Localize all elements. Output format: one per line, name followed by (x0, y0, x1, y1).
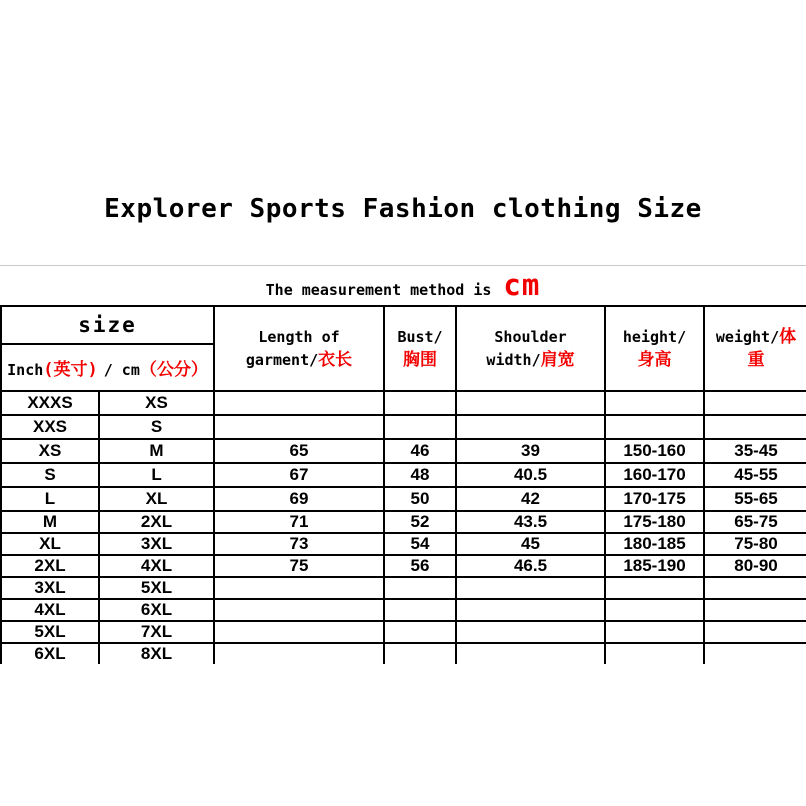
inch-size-cell: L (1, 487, 99, 511)
weight-cell (704, 415, 806, 439)
weight-cell (704, 599, 806, 621)
table-row (1, 555, 806, 577)
cm-size-cell: 2XL (99, 511, 214, 533)
cm-size-cell: 7XL (99, 621, 214, 643)
horizontal-divider (0, 265, 806, 266)
bust-cell: 52 (384, 511, 456, 533)
weight-cell (704, 577, 806, 599)
table-row (1, 487, 806, 511)
table-row (1, 577, 806, 599)
measurement-method-note (0, 268, 806, 302)
height-header-cell (605, 306, 704, 391)
height-cell (605, 621, 704, 643)
length-cell (214, 643, 384, 664)
inch-size-cell: 5XL (1, 621, 99, 643)
size-chart-table (0, 305, 806, 664)
bust-cell: 54 (384, 533, 456, 555)
shoulder-cell (456, 621, 605, 643)
weight-cell (704, 621, 806, 643)
bust-cell (384, 643, 456, 664)
length-header-cell (214, 306, 384, 391)
length-cell: 75 (214, 555, 384, 577)
cm-cn-label: （公分） (139, 360, 208, 380)
cm-size-cell: 8XL (99, 643, 214, 664)
shoulder-cell (456, 577, 605, 599)
shoulder-header-line1: Shoulder (494, 327, 567, 346)
bust-cell (384, 577, 456, 599)
inch-label: Inch (7, 361, 44, 379)
table-row (1, 415, 806, 439)
height-cell (605, 391, 704, 415)
cm-size-cell: M (99, 439, 214, 463)
bust-cell (384, 391, 456, 415)
shoulder-cell: 40.5 (456, 463, 605, 487)
table-row (1, 391, 806, 415)
bust-cell: 50 (384, 487, 456, 511)
weight-cell: 45-55 (704, 463, 806, 487)
inch-size-cell: XS (1, 439, 99, 463)
length-cell (214, 415, 384, 439)
weight-header-cell (704, 306, 806, 391)
size-header-cell (1, 306, 214, 344)
weight-cell (704, 391, 806, 415)
bust-cell (384, 599, 456, 621)
bust-header-cell (384, 306, 456, 391)
bust-cell: 56 (384, 555, 456, 577)
size-header-label: size (78, 313, 137, 337)
weight-cell: 55-65 (704, 487, 806, 511)
bust-cell (384, 621, 456, 643)
cm-size-cell: 4XL (99, 555, 214, 577)
table-row (1, 533, 806, 555)
inch-size-cell: 6XL (1, 643, 99, 664)
length-header-cn: 衣长 (318, 349, 353, 370)
length-cell: 65 (214, 439, 384, 463)
inch-size-cell: XXS (1, 415, 99, 439)
inch-size-cell: XXXS (1, 391, 99, 415)
table-row (1, 643, 806, 664)
weight-header-line1: weight/ (715, 327, 780, 346)
shoulder-cell (456, 599, 605, 621)
shoulder-cell: 46.5 (456, 555, 605, 577)
cm-size-cell: S (99, 415, 214, 439)
weight-header-cn1: 体 (779, 326, 797, 347)
inch-size-cell: S (1, 463, 99, 487)
length-cell (214, 621, 384, 643)
weight-cell: 80-90 (704, 555, 806, 577)
table-row (1, 511, 806, 533)
weight-cell: 35-45 (704, 439, 806, 463)
height-cell (605, 643, 704, 664)
inch-cm-header-cell (1, 344, 214, 391)
bust-cell: 46 (384, 439, 456, 463)
bust-header-line1: Bust/ (397, 327, 443, 346)
table-row (1, 599, 806, 621)
shoulder-cell (456, 415, 605, 439)
inch-size-cell: 2XL (1, 555, 99, 577)
bust-cell (384, 415, 456, 439)
height-cell: 160-170 (605, 463, 704, 487)
length-cell: 67 (214, 463, 384, 487)
cm-size-cell: XS (99, 391, 214, 415)
height-cell (605, 599, 704, 621)
length-header-line1: Length of (258, 327, 340, 346)
shoulder-cell: 45 (456, 533, 605, 555)
height-cell: 150-160 (605, 439, 704, 463)
shoulder-header-cn: 肩宽 (540, 349, 575, 370)
shoulder-cell: 42 (456, 487, 605, 511)
length-cell (214, 391, 384, 415)
cm-label: / cm (103, 361, 140, 379)
weight-header-cn2: 重 (747, 349, 765, 370)
inch-size-cell: 3XL (1, 577, 99, 599)
cm-size-cell: 3XL (99, 533, 214, 555)
weight-cell: 65-75 (704, 511, 806, 533)
height-header-line1: height/ (622, 327, 687, 346)
measurement-method-text: The measurement method is (265, 281, 492, 299)
height-cell (605, 415, 704, 439)
height-header-cn: 身高 (637, 349, 672, 370)
height-cell: 175-180 (605, 511, 704, 533)
height-cell: 180-185 (605, 533, 704, 555)
inch-size-cell: 4XL (1, 599, 99, 621)
length-cell (214, 599, 384, 621)
weight-cell (704, 643, 806, 664)
shoulder-cell (456, 391, 605, 415)
shoulder-cell (456, 643, 605, 664)
cm-size-cell: XL (99, 487, 214, 511)
cm-size-cell: 5XL (99, 577, 214, 599)
table-row (1, 463, 806, 487)
inch-cn-label: (英寸) (43, 360, 98, 380)
length-header-line2: garment/ (245, 350, 319, 369)
inch-size-cell: M (1, 511, 99, 533)
cm-size-cell: L (99, 463, 214, 487)
height-cell: 170-175 (605, 487, 704, 511)
cm-size-cell: 6XL (99, 599, 214, 621)
bust-header-cn: 胸围 (403, 349, 438, 370)
length-cell (214, 577, 384, 599)
shoulder-header-line2: width/ (486, 350, 541, 369)
shoulder-header-cell (456, 306, 605, 391)
bust-cell: 48 (384, 463, 456, 487)
height-cell (605, 577, 704, 599)
table-row (1, 621, 806, 643)
table-row (1, 439, 806, 463)
height-cell: 185-190 (605, 555, 704, 577)
length-cell: 69 (214, 487, 384, 511)
shoulder-cell: 43.5 (456, 511, 605, 533)
length-cell: 71 (214, 511, 384, 533)
shoulder-cell: 39 (456, 439, 605, 463)
length-cell: 73 (214, 533, 384, 555)
page-title: Explorer Sports Fashion clothing Size (104, 194, 702, 224)
measurement-unit: cm (503, 268, 541, 302)
inch-size-cell: XL (1, 533, 99, 555)
weight-cell: 75-80 (704, 533, 806, 555)
